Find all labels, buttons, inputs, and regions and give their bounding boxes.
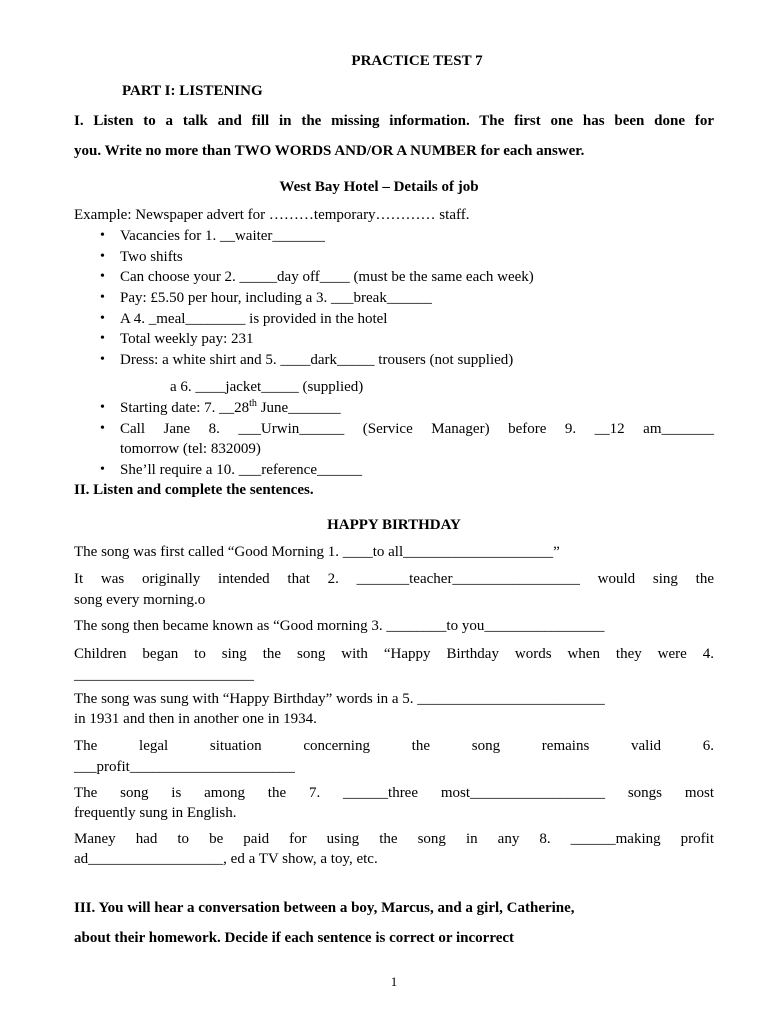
list-item: • She’ll require a 10. ___reference______: [120, 461, 362, 479]
section1-heading: West Bay Hotel – Details of job: [279, 179, 479, 195]
sentence-line: It was originally intended that 2. _______teacher_________________ would sing the: [74, 571, 714, 587]
list-item: • Two shifts: [120, 248, 183, 266]
starting-date-sup: th: [249, 398, 257, 409]
section1-instruction-line2: you. Write no more than TWO WORDS AND/OR A NUMBER for each answer.: [74, 143, 585, 159]
sentence-line: in 1931 and then in another one in 1934.: [74, 711, 317, 727]
sentence-line: Maney had to be paid for using the song in any 8. ______making profit: [74, 831, 714, 847]
section1-instruction-line1: I. Listen to a talk and fill in the missing information. The first one has been done for: [74, 113, 714, 129]
list-item: • A 4. _meal________ is provided in the hotel: [120, 310, 387, 328]
page-number: 1: [390, 974, 398, 989]
section3-instruction-line2: about their homework. Decide if each sentence is correct or incorrect: [74, 930, 515, 946]
list-item: • Can choose your 2. _____day off____ (must be the same each week): [120, 268, 534, 286]
list-item: • Call Jane 8. ___Urwin______ (Service Manager) before 9. __12 am_______: [120, 420, 714, 438]
call-line2: tomorrow (tel: 832009): [120, 441, 261, 457]
sentence-line: ________________________: [74, 667, 254, 683]
list-item: • Pay: £5.50 per hour, including a 3. ___break______: [120, 289, 432, 307]
starting-date-prefix: Starting date: 7. __28: [120, 400, 250, 416]
section3-instruction-line1: III. You will hear a conversation between a boy, Marcus, and a girl, Catherine,: [74, 900, 575, 916]
sentence-line: The song is among the 7. ______three most__________________ songs most: [74, 785, 714, 801]
page-title: PRACTICE TEST 7: [351, 53, 483, 69]
list-item: • Total weekly pay: 231: [120, 330, 254, 348]
part-heading: PART I: LISTENING: [122, 83, 263, 99]
sentence-line: ad__________________, ed a TV show, a toy, etc.: [74, 851, 378, 867]
starting-date-suffix: June_______: [256, 400, 341, 416]
example-line: Example: Newspaper advert for ………temporary………… staff.: [74, 207, 470, 223]
sentence-line: The song was sung with “Happy Birthday” words in a 5. _________________________: [74, 691, 605, 707]
list-item: [120, 399, 341, 417]
sentence-line: The legal situation concerning the song remains valid 6.: [74, 738, 714, 754]
section2-instruction: II. Listen and complete the sentences.: [74, 482, 314, 498]
list-item: • Dress: a white shirt and 5. ____dark_____ trousers (not supplied): [120, 351, 513, 369]
sentence-line: song every morning.o: [74, 592, 206, 608]
sentence-line: The song then became known as “Good morning 3. ________to you________________: [74, 618, 605, 634]
list-item: • Vacancies for 1. __waiter_______: [120, 227, 325, 245]
sentence-line: The song was first called “Good Morning 1. ____to all____________________”: [74, 544, 560, 560]
sentence-line: frequently sung in English.: [74, 805, 237, 821]
sentence-line: Children began to sing the song with “Happy Birthday words when they were 4.: [74, 646, 714, 662]
sentence-line: ___profit______________________: [74, 759, 295, 775]
dress-continuation: a 6. ____jacket_____ (supplied): [170, 379, 364, 395]
section2-heading: HAPPY BIRTHDAY: [327, 517, 461, 533]
